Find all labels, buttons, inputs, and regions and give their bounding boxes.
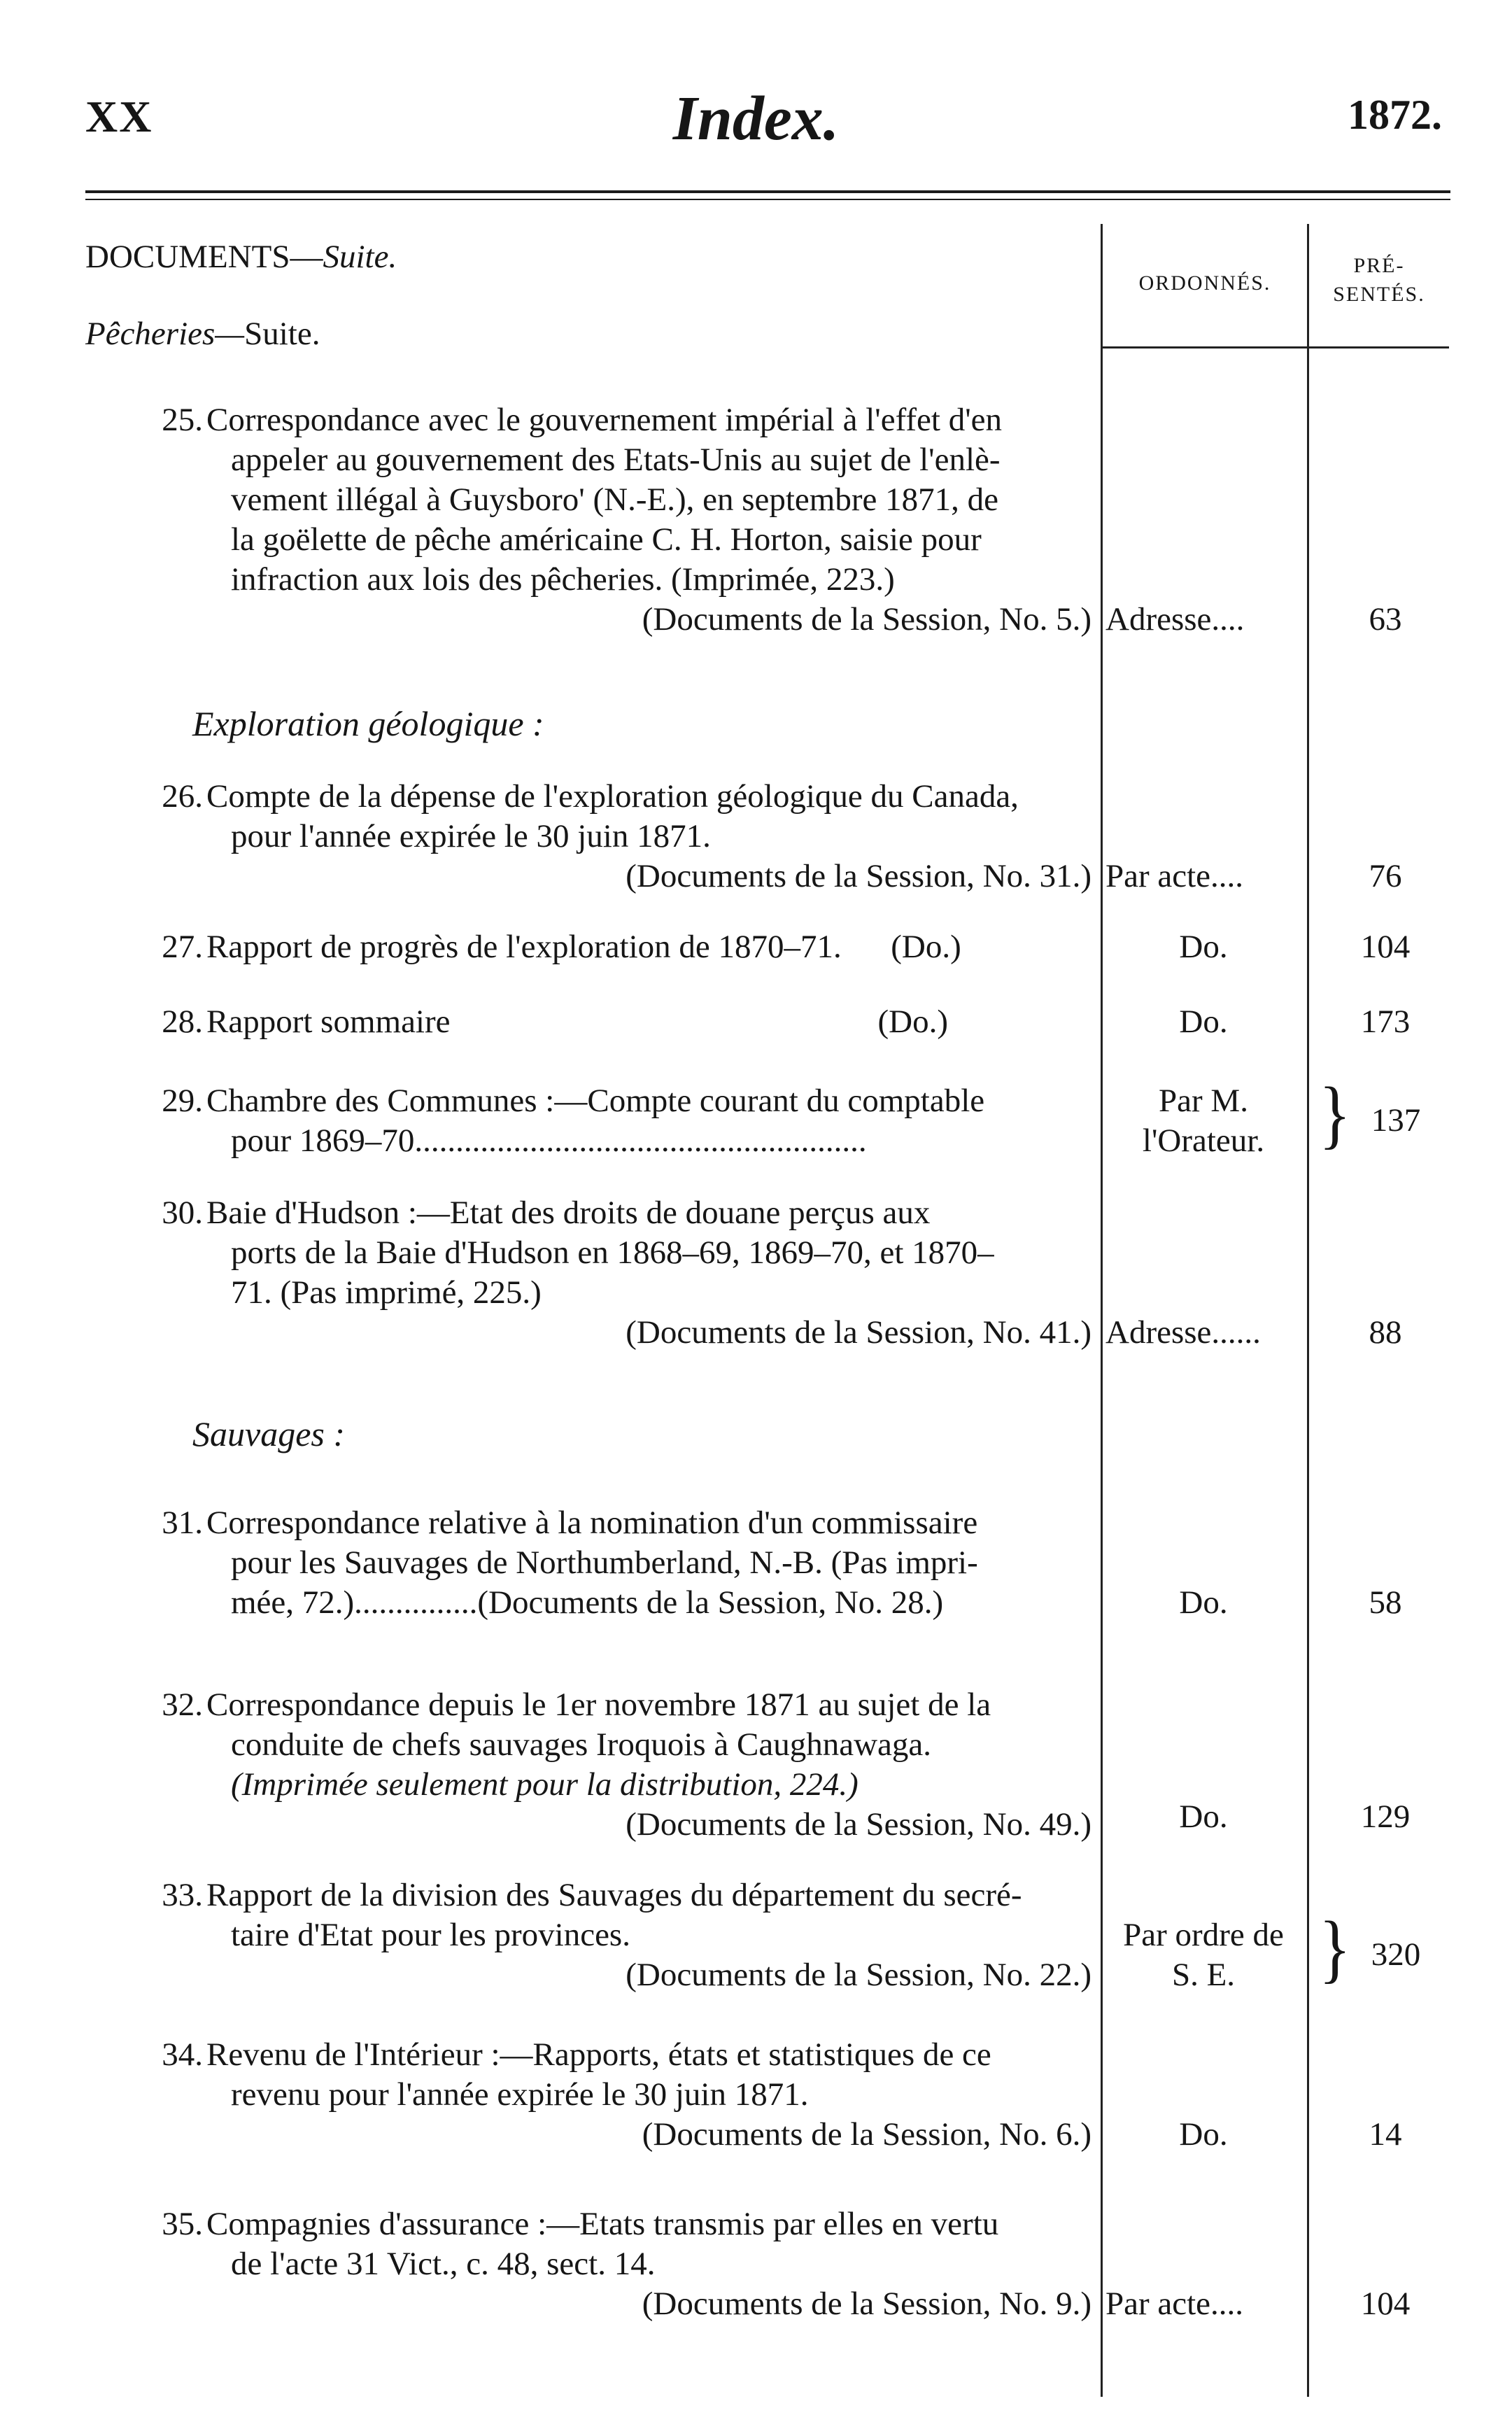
session-reference: (Documents de la Session, No. 41.) [626,1314,1091,1351]
entry-text [206,2204,1091,2324]
entry-number: 28. [162,1004,203,1040]
entry-text [206,400,1091,640]
page-year: 1872. [1348,92,1442,138]
ordonnes-value: Adresse...... [1105,1314,1261,1351]
entry-line: de l'acte 31 Vict., c. 48, sect. 14. [231,2246,656,2282]
presentes-head-rule [1309,346,1449,348]
session-reference: (Documents de la Session, No. 31.) [626,858,1091,894]
entry-line: Revenu de l'Intérieur :—Rapports, états et statistiques de ce [206,2036,991,2073]
presentes-value: 104 [1360,2286,1411,2322]
presentes-value: 320 [1371,1936,1421,1973]
brace-icon: } [1319,1071,1351,1157]
documents-suite: Suite. [323,239,397,275]
entry-number: 33. [162,1877,203,1913]
entry-line: Chambre des Communes :—Compte courant du comptable [206,1083,985,1119]
entry-line: pour les Sauvages de Northumberland, N.-B. (Pas impri- [231,1544,978,1581]
entry-line: taire d'Etat pour les provinces. [231,1917,630,1953]
entry-line: vement illégal à Guysboro' (N.-E.), en septembre 1871, de [231,481,998,518]
presentes-header-line-2: SENTÉS. [1333,282,1425,306]
entry-text [206,1081,1091,1161]
entry-number: 30. [162,1195,203,1231]
entry-number: 25. [162,402,203,438]
ordonnes-value: Adresse.... [1105,601,1245,638]
entry-text [206,1503,1091,1623]
session-reference: (Documents de la Session, No. 6.) [642,2116,1091,2153]
entry-text [206,1685,1091,1845]
entry-number: 32. [162,1687,203,1723]
entry-line: Rapport de la division des Sauvages du département du secré- [206,1877,1022,1913]
presentes-value: 88 [1369,1314,1402,1351]
entry-line: mée, 72.)...............(Documents de la Session, No. 28.) [231,1584,944,1621]
entry-number: 29. [162,1083,203,1119]
presentes-header-line-1: PRÉ- [1353,254,1405,277]
entry-text: Rapport de progrès de l'exploration de 1870–71. (Do.) [206,929,961,965]
ordonnes-value [1105,1081,1301,1161]
entry-text: Rapport sommaire (Do.) [206,1004,949,1040]
ordonnes-value: Do. [1179,929,1228,965]
session-reference: (Documents de la Session, No. 22.) [626,1957,1091,1993]
presentes-value: 63 [1369,601,1402,638]
entry-line: ports de la Baie d'Hudson en 1868–69, 1869–70, et 1870– [231,1234,994,1271]
entry-line: appeler au gouvernement des Etats-Unis au sujet de l'enlè- [231,442,1001,478]
ordonnes-line-2: S. E. [1171,1957,1236,1993]
subheading-label: Pêcheries— [85,316,245,352]
entry-number: 34. [162,2036,203,2073]
ordonnes-line-1: Par ordre de [1123,1917,1284,1953]
page-title: Index. [672,84,840,153]
ordonnes-value: Par acte.... [1105,2286,1244,2322]
presentes-value: 137 [1371,1102,1421,1139]
entry-number: 26. [162,778,203,815]
column-divider-left [1101,224,1103,2397]
presentes-value: 76 [1369,858,1402,894]
presentes-value: 173 [1360,1004,1411,1040]
entry-line: Compagnies d'assurance :—Etats transmis par elles en vertu [206,2206,999,2242]
ordonnes-value: Do. [1179,2116,1228,2153]
header-rule-bottom [85,199,1450,200]
documents-heading [85,238,397,276]
ordonnes-value [1105,1915,1301,1995]
presentes-column-header [1309,252,1449,309]
subheading-suite: Suite. [244,316,320,352]
ordonnes-line-2: l'Orateur. [1142,1122,1265,1159]
session-reference: (Documents de la Session, No. 5.) [642,601,1091,638]
section-sauvages: Sauvages : [192,1414,345,1453]
ordonnes-value: Par acte.... [1105,858,1244,894]
entry-line: revenu pour l'année expirée le 30 juin 1871. [231,2076,809,2113]
entry-number: 35. [162,2206,203,2242]
entry-line: infraction aux lois des pêcheries. (Imprimée, 223.) [231,561,895,598]
ordonnes-value: Do. [1179,1004,1228,1040]
ordonnes-head-rule [1103,346,1307,348]
session-reference: (Documents de la Session, No. 49.) [626,1806,1091,1843]
page-number: XX [85,92,153,141]
entry-line: Baie d'Hudson :—Etat des droits de douane perçus aux [206,1195,931,1231]
entry-text [206,1193,1091,1353]
ordonnes-value: Do. [1179,1798,1228,1835]
session-reference: (Documents de la Session, No. 9.) [642,2286,1091,2322]
entry-line: Correspondance depuis le 1er novembre 1871 au sujet de la [206,1687,991,1723]
entry-text [206,777,1091,896]
entry-line: pour 1869–70....................................................... [231,1122,867,1159]
documents-label: DOCUMENTS— [85,239,323,275]
column-divider-right [1307,224,1309,2397]
presentes-value: 129 [1360,1798,1411,1835]
entry-number: 31. [162,1505,203,1541]
ordonnes-column-header: ORDONNÉS. [1138,272,1271,295]
entry-line: pour l'année expirée le 30 juin 1871. [231,818,711,854]
entry-line: conduite de chefs sauvages Iroquois à Caughnawaga. [231,1726,932,1763]
entry-line: Compte de la dépense de l'exploration géologique du Canada, [206,778,1019,815]
header-rule-top [85,190,1450,193]
brace-icon: } [1319,1905,1351,1991]
entry-text [206,2035,1091,2155]
entry-text [206,1875,1091,1995]
presentes-value: 14 [1369,2116,1402,2153]
ordonnes-value: Do. [1179,1584,1228,1621]
entry-number: 27. [162,929,203,965]
entry-line: (Imprimée seulement pour la distribution, 224.) [231,1766,859,1803]
entry-line: 71. (Pas imprimé, 225.) [231,1274,542,1311]
entry-line: Correspondance avec le gouvernement impérial à l'effet d'en [206,402,1003,438]
ordonnes-line-1: Par M. [1159,1083,1248,1119]
subheading [85,315,320,353]
entry-line: la goëlette de pêche américaine C. H. Horton, saisie pour [231,521,982,558]
presentes-value: 104 [1360,929,1411,965]
presentes-value: 58 [1369,1584,1402,1621]
section-exploration: Exploration géologique : [192,704,544,743]
entry-line: Correspondance relative à la nomination d'un commissaire [206,1505,978,1541]
